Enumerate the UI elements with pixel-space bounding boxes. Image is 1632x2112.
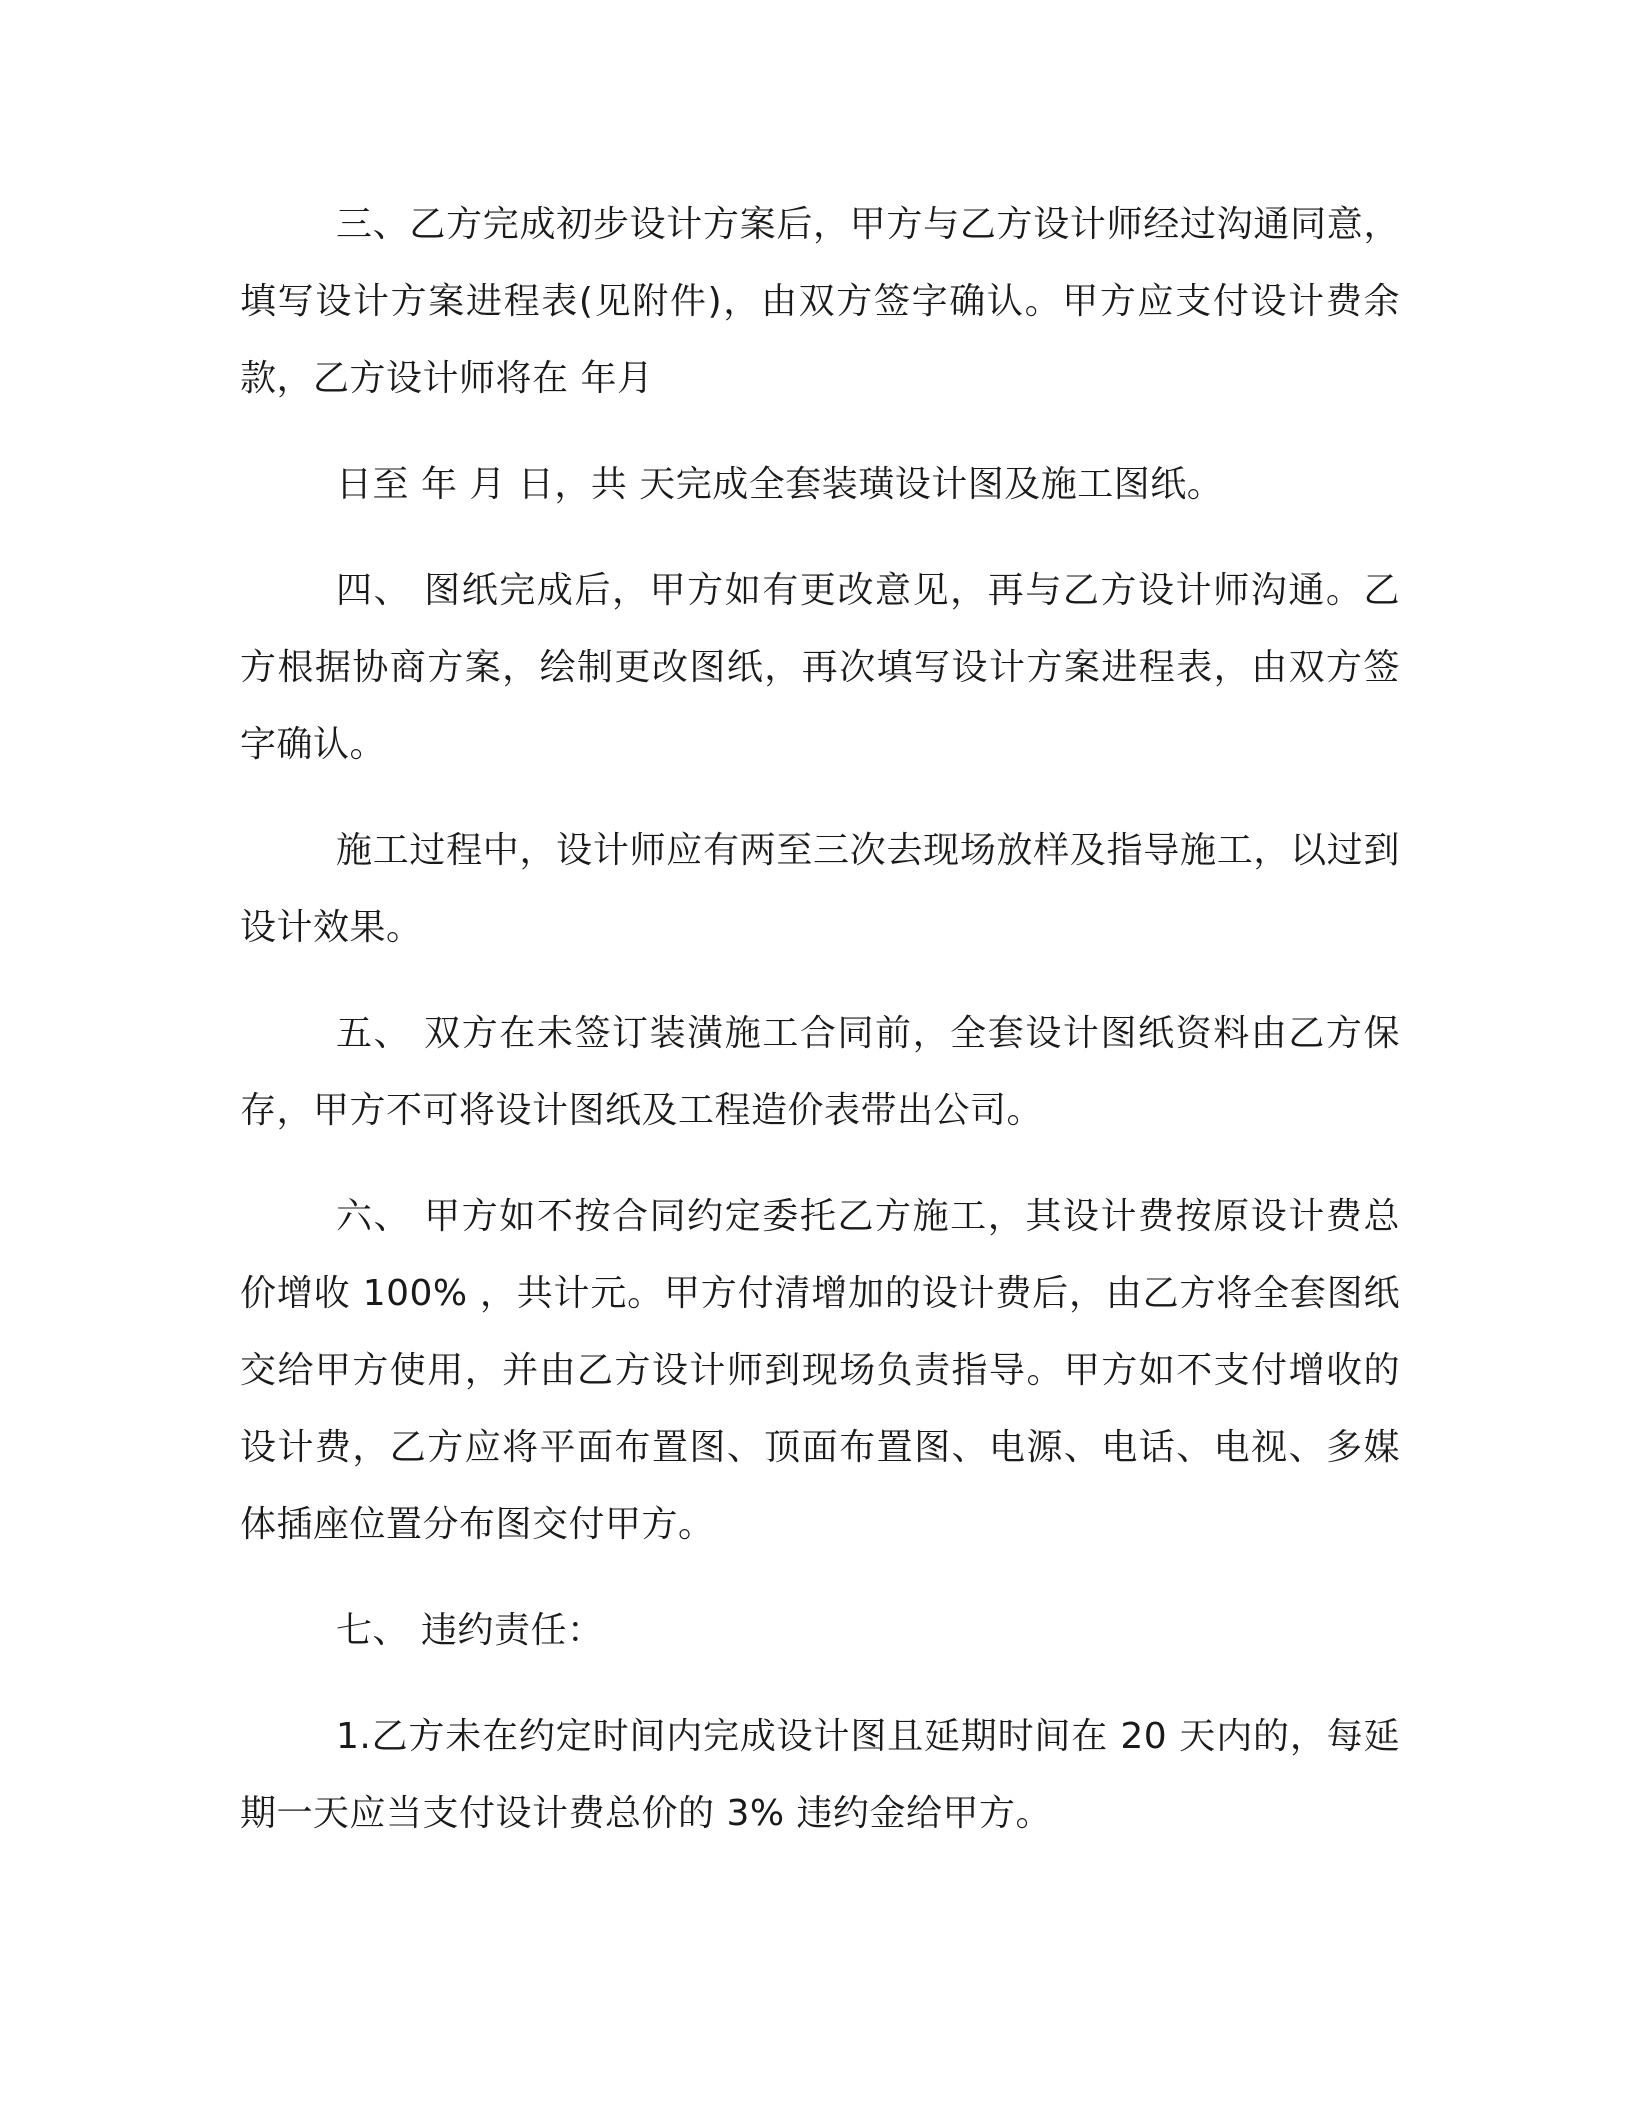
- clause-6-paragraph: 六、 甲方如不按合同约定委托乙方施工，其设计费按原设计费总价增收 100% ，共计元。甲方付清增加的设计费后，由乙方将全套图纸交给甲方使用，并由乙方设计师到现场负责指导。甲方如不支付增收的设计费，乙方应将平面布置图、顶面布置图、电源、电话、电视、多媒体插座位置分布图交付甲方。: [240, 1196, 1400, 1545]
- construction-guidance-paragraph: 施工过程中，设计师应有两至三次去现场放样及指导施工，以过到设计效果。: [240, 830, 1400, 948]
- document-body: [240, 186, 1400, 1881]
- clause-7-item-1-paragraph: 1.乙方未在约定时间内完成设计图且延期时间在 20 天内的，每延期一天应当支付设计费总价的 3% 违约金给甲方。: [240, 1716, 1400, 1834]
- clause-3-schedule-paragraph: 日至 年 月 日，共 天完成全套装璜设计图及施工图纸。: [336, 464, 1224, 505]
- clause-5-paragraph: 五、 双方在未签订装潢施工合同前，全套设计图纸资料由乙方保存，甲方不可将设计图纸及工程造价表带出公司。: [240, 1013, 1400, 1131]
- clause-3-paragraph: 三、乙方完成初步设计方案后，甲方与乙方设计师经过沟通同意，填写设计方案进程表(见附件)，由双方签字确认。甲方应支付设计费余款，乙方设计师将在 年月: [240, 204, 1400, 399]
- clause-7-heading: 七、 违约责任：: [336, 1610, 604, 1651]
- clause-4-paragraph: 四、 图纸完成后，甲方如有更改意见，再与乙方设计师沟通。乙方根据协商方案，绘制更改图纸，再次填写设计方案进程表，由双方签字确认。: [240, 570, 1400, 765]
